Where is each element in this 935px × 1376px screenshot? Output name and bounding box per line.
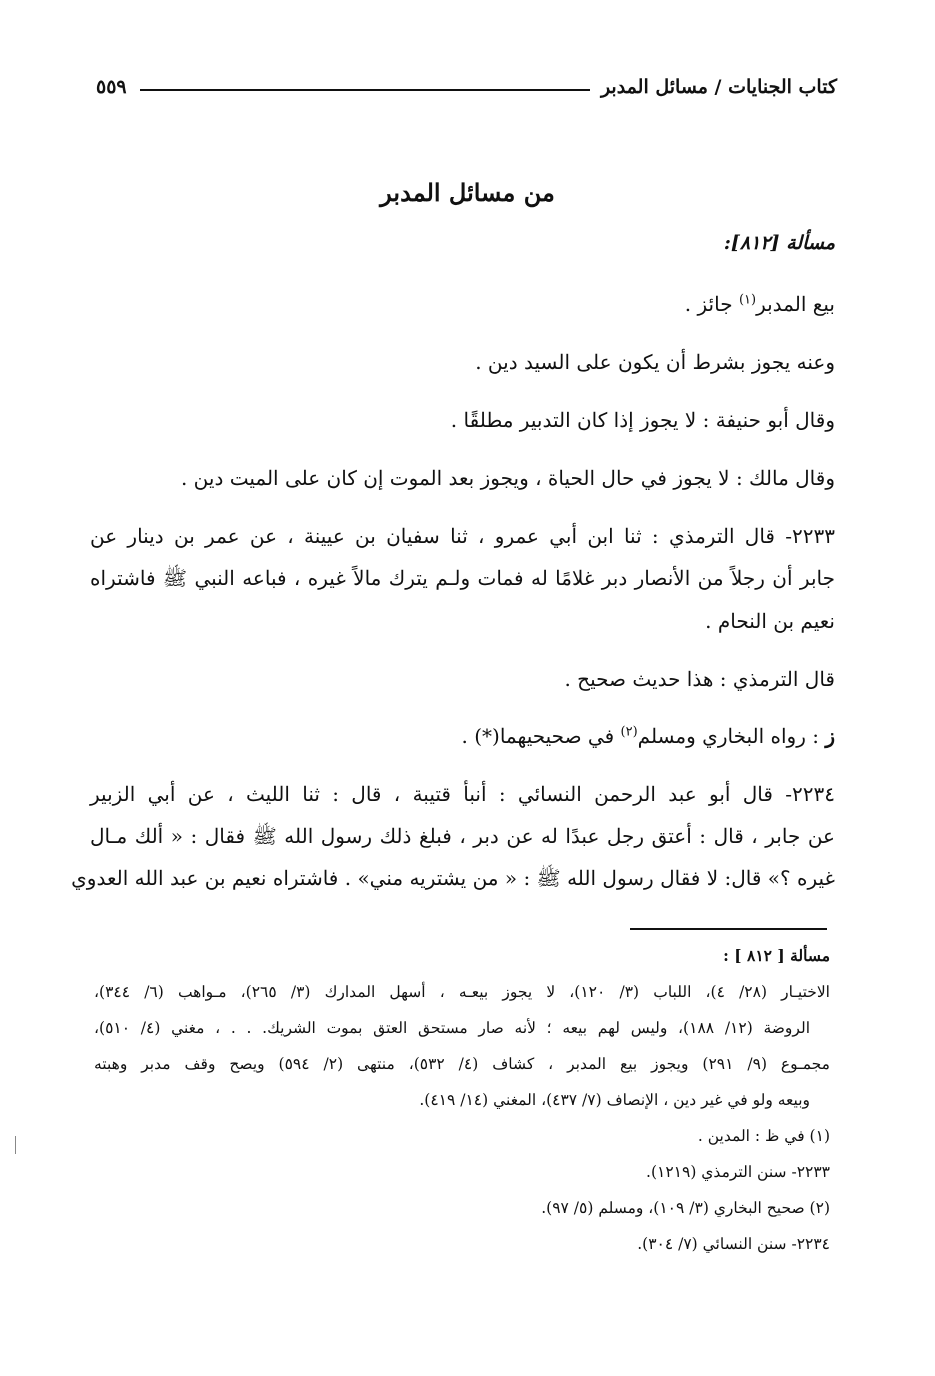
body-line-2: وعنه يجوز بشرط أن يكون على السيد دين . — [475, 350, 835, 374]
footnote-line-1: الاختيـار (٢٨/ ٤)، اللباب (٣/ ١٢٠)، لا يجوز بيعـه ، أسهل المدارك (٣/ ٢٦٥)، مـواهب (٦/ ٣٤٤)، — [94, 983, 830, 1001]
hadith-2233-line-3: نعيم بن النحام . — [705, 609, 835, 633]
body-line-6 — [462, 724, 836, 748]
body-line-1 — [685, 292, 835, 316]
footnote-issue-heading: مسألة [ ٨١٢ ] : — [723, 946, 830, 965]
footnote-ref-2: (٢) — [620, 724, 638, 740]
body-line-5: قال الترمذي : هذا حديث صحيح . — [564, 667, 835, 691]
body-line-6-text: : رواه البخاري ومسلم — [637, 724, 819, 748]
footnote-line-3: مجمـوع (٩/ ٢٩١) ويجوز بيع المدبر ، كشاف (٤/ ٥٣٢)، منتهى (٢/ ٥٩٤) ويصح وقف مدبر وهبته — [94, 1055, 830, 1073]
header-rule — [140, 89, 590, 91]
footnote-1: (١) في ظ : المدين . — [697, 1127, 830, 1145]
body-line-3: وقال أبو حنيفة : لا يجوز إذا كان التدبير مطلقًا . — [450, 408, 835, 432]
hadith-2233-line-1: ٢٢٣٣- قال الترمذي : ثنا ابن أبي عمرو ، ثنا سفيان بن عيينة ، عن عمر بن دينار عن — [90, 524, 835, 548]
hadith-2234-line-3: غيره ؟» قال: لا فقال رسول الله ﷺ : « من يشتريه مني» . فاشتراه نعيم بن عبد الله العدوي — [71, 866, 835, 890]
body-line-1-text: بيع المدبر — [756, 292, 835, 316]
footnote-2: (٢) صحيح البخاري (٣/ ١٠٩)، ومسلم (٥/ ٩٧). — [541, 1199, 830, 1217]
scan-margin-mark — [15, 1136, 16, 1154]
footnote-2233: ٢٢٣٣- سنن الترمذي (١٢١٩). — [646, 1163, 830, 1181]
page-number: ٥٥٩ — [96, 76, 127, 98]
body-line-1-end: جائز . — [684, 292, 739, 316]
running-header-title: كتاب الجنايات / مسائل المدبر — [600, 76, 837, 98]
hadith-2234-line-1: ٢٢٣٤- قال أبو عبد الرحمن النسائي : أنبأ قتيبة ، قال : ثنا الليث ، عن أبي الزبير — [90, 782, 835, 806]
footnote-line-4: وبيعه ولو في غير دين ، الإنصاف (٧/ ٤٣٧)، المغني (١٤/ ٤١٩). — [419, 1091, 810, 1109]
section-title: من مسائل المدبر — [380, 178, 555, 207]
body-line-6-end: في صحيحيهما(*) . — [461, 724, 621, 748]
footnote-2234: ٢٢٣٤- سنن النسائي (٧/ ٣٠٤). — [637, 1235, 830, 1253]
footnote-rule — [630, 928, 827, 930]
footnote-line-2: الروضة (١٢/ ١٨٨)، وليس لهم بيعه ؛ لأنه صار مستحق العتق بموت الشريك. . . ، مغني (٤/ ٥١٠)، — [94, 1019, 810, 1037]
issue-label: مسألة [٨١٢]: — [723, 232, 835, 254]
hadith-2234-line-2: عن جابر ، قال : أعتق رجل عبدًا له عن دبر ، فبلغ ذلك رسول الله ﷺ فقال : « ألك مـال — [90, 824, 835, 848]
body-line-4: وقال مالك : لا يجوز في حال الحياة ، ويجوز بعد الموت إن كان على الميت دين . — [180, 466, 835, 490]
footnote-ref-1: (١) — [738, 292, 757, 308]
ziyada-mark: ز — [825, 724, 835, 748]
hadith-2233-line-2: جابر أن رجلاً من الأنصار دبر غلامًا له فمات ولـم يترك مالاً غيره ، فباعه النبي ﷺ فاشتراه — [90, 566, 835, 590]
